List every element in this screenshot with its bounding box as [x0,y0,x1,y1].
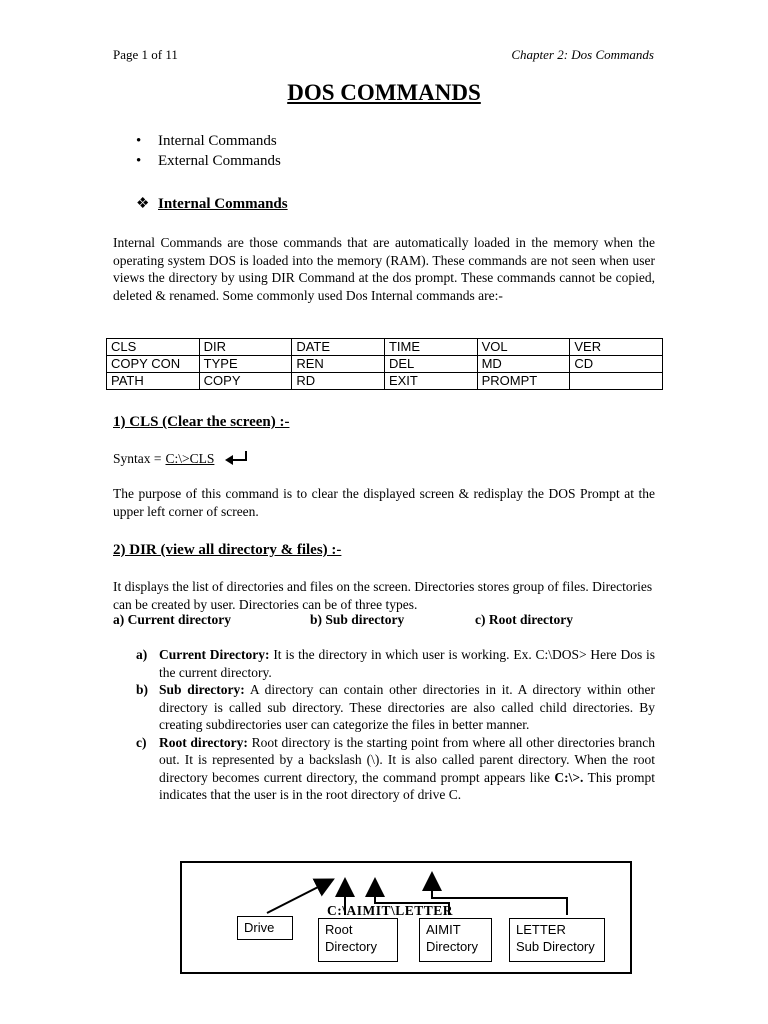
list-item: • Internal Commands [136,131,281,151]
aimit-directory-box: AIMIT Directory [419,918,492,962]
section-heading: ❖ Internal Commands [136,196,288,212]
dir-description: It displays the list of directories and files on the screen. Directories stores group of files. Directories can be created by user. Directories can be of three types. [113,579,653,612]
cls-syntax: Syntax = C:\>CLS [113,450,250,470]
table-cell: VER [570,339,663,356]
list-item: c) Root directory: Root directory is the starting point from where all other directories branch out. It is represented by a backslash (\). It is also called parent directory. When the root directory becomes current directory, the command prompt appears like C:\>. This prompt indicates that the user is in the root directory of drive C. [136,734,655,802]
table-cell: PROMPT [477,373,570,390]
diamond-bullet-icon: ❖ [136,196,150,212]
table-cell: COPY [199,373,292,390]
table-row [107,356,663,373]
directory-path-diagram [180,861,632,974]
table-row [107,339,663,356]
intro-paragraph: Internal Commands are those commands that are automatically loaded in the memory when the operating system DOS is loaded into the memory (RAM). These commands are not seen when user views the directory by using DIR Command at the dos prompt. These commands cannot be copied, deleted & renamed. Some commonly used Dos Internal commands are:- [113,235,655,303]
table-cell: COPY CON [107,356,200,373]
page-number: Page 1 of 11 [113,47,178,62]
table-cell: RD [292,373,385,390]
table-cell: CD [570,356,663,373]
list-item: a) Current Directory: It is the directory in which user is working. Ex. C:\DOS> Here Dos is the current directory. [136,647,655,680]
table-cell: REN [292,356,385,373]
type-label: c) Root directory [475,612,573,627]
table-cell: DEL [384,356,477,373]
command-type-list [136,131,281,171]
letter-subdirectory-box: LETTER Sub Directory [509,918,605,962]
table-cell: MD [477,356,570,373]
type-label: b) Sub directory [310,612,405,627]
internal-commands-table [106,338,663,390]
type-label: a) Current directory [113,612,231,627]
directory-definitions [136,646,655,804]
path-label: C:\AIMIT\LETTER [327,903,454,918]
table-cell: DIR [199,339,292,356]
table-row [107,373,663,390]
chapter-title: Chapter 2: Dos Commands [511,47,654,62]
enter-key-icon [224,450,250,470]
table-cell: EXIT [384,373,477,390]
cls-description: The purpose of this command is to clear the displayed screen & redisplay the DOS Prompt at the upper left corner of screen. [113,486,655,519]
table-cell: VOL [477,339,570,356]
list-item: b) Sub directory: A directory can contain other directories in it. A directory within other directory is called sub directory. These directories are also called child directories. By creating subdirectories user can categorize the files in better manner. [136,682,655,732]
table-cell: TIME [384,339,477,356]
root-directory-box: Root Directory [318,918,398,962]
document-title: DOS COMMANDS [287,80,481,105]
table-cell: DATE [292,339,385,356]
table-cell [570,373,663,390]
dir-heading: 2) DIR (view all directory & files) :- [113,542,342,558]
table-cell: PATH [107,373,200,390]
list-item: • External Commands [136,151,281,171]
drive-box: Drive [237,916,293,940]
table-cell: TYPE [199,356,292,373]
table-cell: CLS [107,339,200,356]
cls-heading: 1) CLS (Clear the screen) :- [113,414,290,430]
